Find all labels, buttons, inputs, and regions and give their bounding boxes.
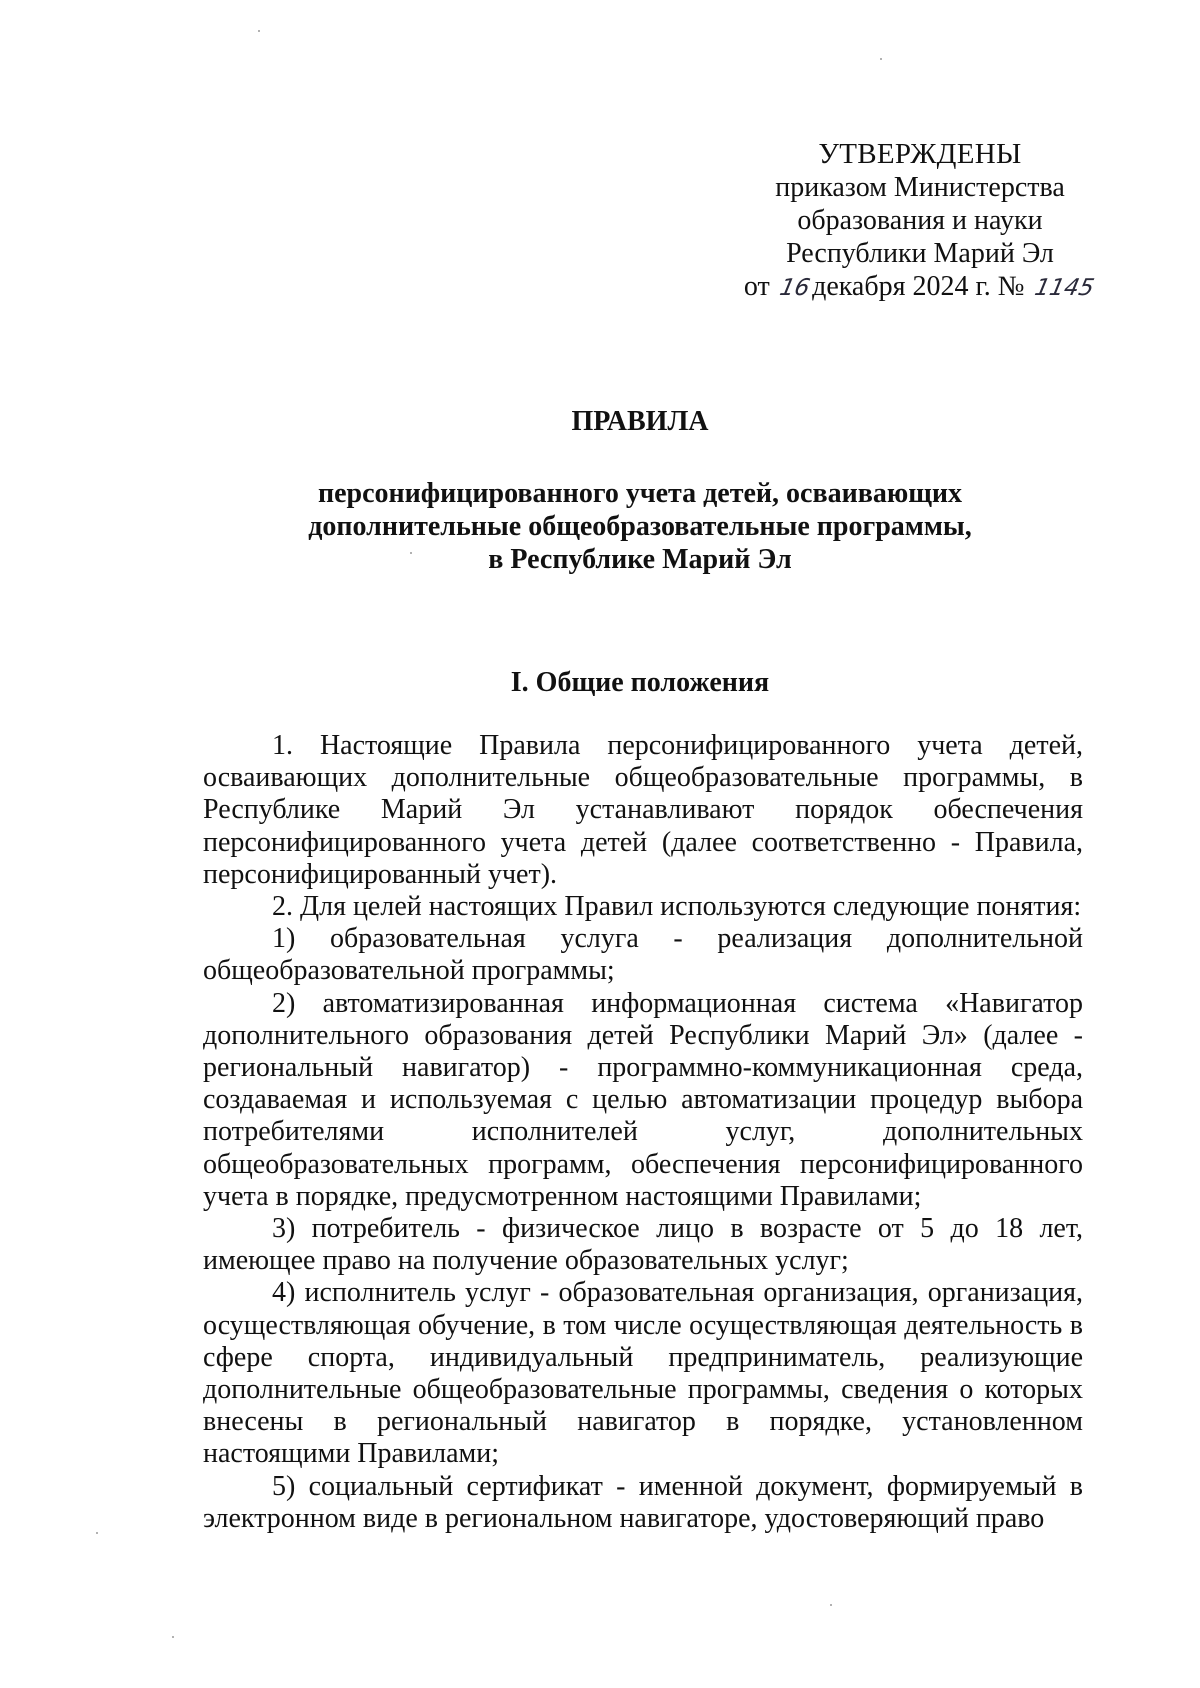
approval-line-2: образования и науки <box>797 205 1043 236</box>
section-heading: I. Общие положения <box>510 667 770 698</box>
definition-1: 1) образовательная услуга - реализация дополнительной общеобразовательной программы; <box>203 923 1083 987</box>
document-title: ПРАВИЛА <box>571 406 709 437</box>
approval-line-1: приказом Министерства <box>775 172 1065 203</box>
approval-block <box>740 138 1100 305</box>
title-block <box>200 405 1080 576</box>
scan-speck <box>880 58 882 60</box>
handwritten-order-number: 1145 <box>1031 275 1096 301</box>
date-rest: декабря 2024 г. № <box>812 271 1025 302</box>
document-body <box>203 730 1083 1535</box>
scan-speck <box>830 1604 832 1606</box>
scan-speck <box>258 30 260 32</box>
paragraph-1: 1. Настоящие Правила персонифицированного учета детей, осваивающих дополнительные общеобразовательные программы, в Республике Марий Эл устанавливают порядок обеспечения персонифицированного учета детей (далее соответственно - Правила, персонифицированный учет). <box>203 730 1083 890</box>
paragraph-2: 2. Для целей настоящих Правил используются следующие понятия: <box>272 891 1082 923</box>
subtitle-line-1: персонифицированного учета детей, осваивающих <box>317 478 963 509</box>
definition-5: 5) социальный сертификат - именной документ, формируемый в электронном виде в региональном навигаторе, удостоверяющий право <box>203 1470 1083 1534</box>
approval-line-3: Республики Марий Эл <box>786 238 1054 269</box>
subtitle-line-3: в Республике Марий Эл <box>488 544 792 575</box>
scan-speck <box>172 1636 174 1638</box>
scan-speck <box>410 552 412 554</box>
approval-order-line <box>740 270 1100 305</box>
definition-4: 4) исполнитель услуг - образовательная организация, организация, осуществляющая обучение, в том числе осуществляющая деятельность в сфере спорта, индивидуальный предприниматель, реализующие дополнительные общеобразовательные программы, сведения о которых внесены в региональный навигатор в порядке, установленном настоящими Правилами; <box>203 1277 1083 1470</box>
approval-title: УТВЕРЖДЕНЫ <box>818 138 1022 170</box>
document-subtitle <box>200 477 1080 576</box>
definition-3: 3) потребитель - физическое лицо в возрасте от 5 до 18 лет, имеющее право на получение образовательных услуг; <box>203 1213 1083 1277</box>
scan-speck <box>96 1532 98 1534</box>
handwritten-day: 16 <box>777 275 812 301</box>
definition-2: 2) автоматизированная информационная система «Навигатор дополнительного образования детей Республики Марий Эл» (далее - региональный навигатор) - программно-коммуникационная среда, создаваемая и используемая с целью автоматизации процедур выбора потребителями исполнителей услуг, дополнительных общеобразовательных программ, обеспечения персонифицированного учета в порядке, предусмотренном настоящими Правилами; <box>203 987 1083 1212</box>
subtitle-line-2: дополнительные общеобразовательные программы, <box>308 511 972 542</box>
date-prefix: от <box>743 271 770 302</box>
